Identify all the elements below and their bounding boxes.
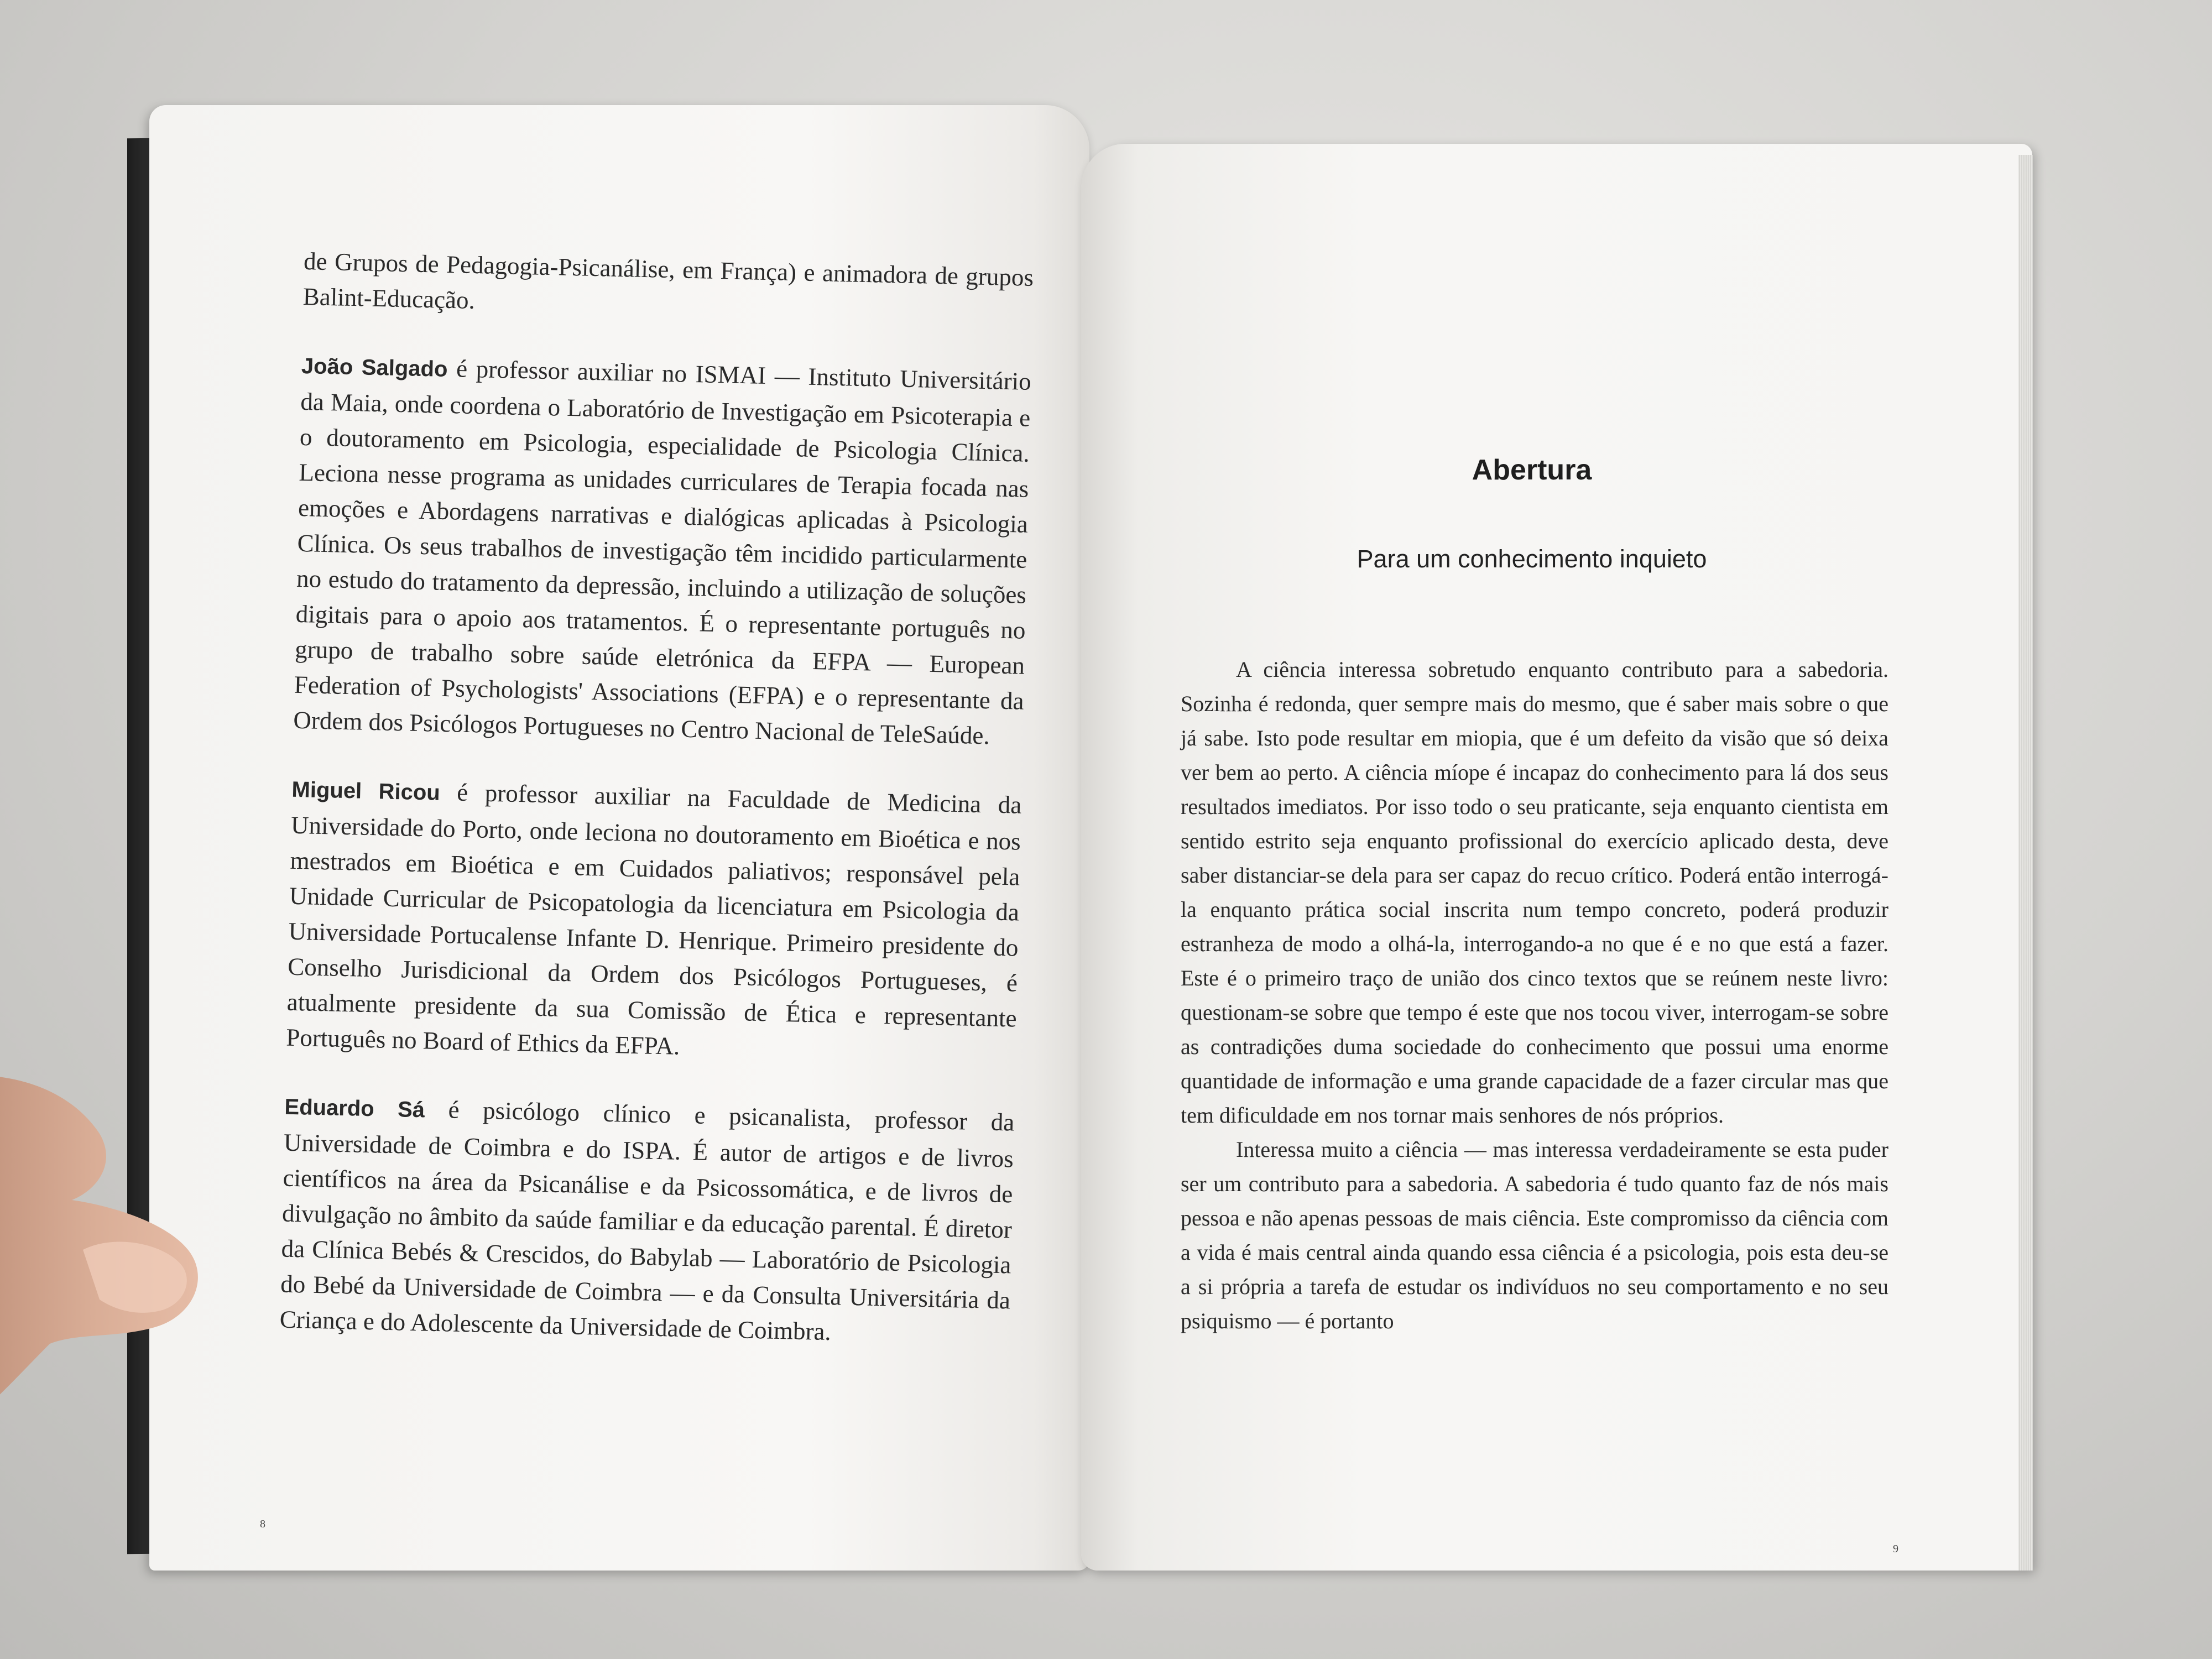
intro-fragment: de Grupos de Pedagogia-Psicanálise, em França) e animadora de grupos Balint-Educação. — [302, 247, 1034, 315]
page-stack-edge — [2018, 155, 2033, 1571]
chapter-heading: Abertura — [1472, 454, 1592, 486]
bio-text: é professor auxiliar no ISMAI — Instituto Universitário da Maia, onde coordena o Laboratório de Investigação em Psicoterapia e o doutoramento em Psicologia, especialidade de Psicologia Clínica. Leciona nesse programa as unidades curriculares de Terapia focada nas emoções e Abordagens narrativas e dialógicas aplicadas à Psicologia Clínica. Os seus trabalhos de investigação têm incidido particularmente no estudo do tratamento da depressão, incluindo a utilização de soluções digitais para o apoio aos tratamentos. É o representante português no grupo de trabalho sobre saúde eletrónica da EFPA — European Federation of Psychologists' Associations (EFPA) e o representante da Ordem dos Psicólogos Portugueses no Centro Nacional de TeleSaúde. — [293, 354, 1032, 750]
open-book — [111, 72, 2046, 1620]
right-page-text — [1181, 653, 1888, 1338]
bio-miguel-ricou — [286, 771, 1022, 1072]
bio-text: é psicólogo clínico e psicanalista, professor da Universidade de Coimbra e do ISPA. É autor de artigos e de livros científicos na área da Psicanálise e da Psicossomática, e de livros de divulgação no âmbito da saúde familiar e da educação parental. É diretor da Clínica Bebés & Crescidos, do Babylab — Laboratório de Psicologia do Bebé da Universidade de Coimbra — e da Consulta Universitária da Criança e do Adolescente da Universidade de Coimbra. — [279, 1095, 1015, 1346]
right-page — [1081, 144, 2032, 1571]
chapter-subheading: Para um conhecimento inquieto — [1357, 545, 1707, 573]
bio-eduardo-sa — [279, 1088, 1015, 1354]
left-page-text — [279, 243, 1034, 1386]
bio-name: Miguel Ricou — [291, 777, 441, 805]
page-number-left: 8 — [260, 1518, 265, 1530]
left-page — [149, 105, 1089, 1571]
page-number-right: 9 — [1893, 1543, 1898, 1555]
bio-text: é professor auxiliar na Faculdade de Medicina da Universidade do Porto, onde leciona no doutoramento em Bioética e nos mestrados em Bioética e em Cuidados paliativos; responsável pela Unidade Curricular de Psicopatologia da licenciatura em Psicologia da Universidade Portucalense Infante D. Henrique. Primeiro presidente do Conselho Jurisdicional da Ordem dos Psicólogos Portugueses, é atualmente presidente da sua Comissão de Ética e representante Português no Board of Ethics da EFPA. — [285, 778, 1022, 1060]
bio-name: Eduardo Sá — [284, 1094, 425, 1123]
paragraph: Interessa muito a ciência — mas interessa verdadeiramente se esta puder ser um contributo para a sabedoria. A sabedoria é tudo quanto faz de nós mais pessoa e não apenas pessoas de mais ciência. Este compromisso da ciência com a vida é mais central ainda quando essa ciência é a psicologia, pois esta deu-se a si própria a tarefa de estudar os indivíduos no seu comportamento e no seu psiquismo — é portanto — [1181, 1137, 1888, 1333]
bio-joao-salgado — [293, 347, 1032, 754]
bio-name: João Salgado — [301, 353, 448, 382]
paragraph: A ciência interessa sobretudo enquanto contributo para a sabedoria. Sozinha é redonda, quer sempre mais do mesmo, que é saber mais sobre o que já sabe. Isto pode resultar em miopia, que é um defeito da visão que só deixa ver bem ao perto. A ciência míope é incapaz do conhecimento para lá dos seus resultados imediatos. Por isso todo o seu praticante, seja enquanto cientista em sentido estrito seja enquanto profissional do exercício aplicado desta, deve saber distanciar-se dela para ser capaz do recuo crítico. Poderá então interrogá-la enquanto prática social inscrita num tempo concreto, poderá produzir estranheza de modo a olhá-la, interrogando-a no que é e no que está a fazer. Este é o primeiro traço de união dos cinco textos que se reúnem neste livro: questionam-se sobre que tempo é este que nos tocou viver, interrogam-se sobre as contradições duma sociedade do conhecimento que possui uma enorme quantidade de informação e uma grande capacidade de a fazer circular mas que tem dificuldade em nos tornar mais senhores de nós próprios. — [1181, 657, 1888, 1128]
